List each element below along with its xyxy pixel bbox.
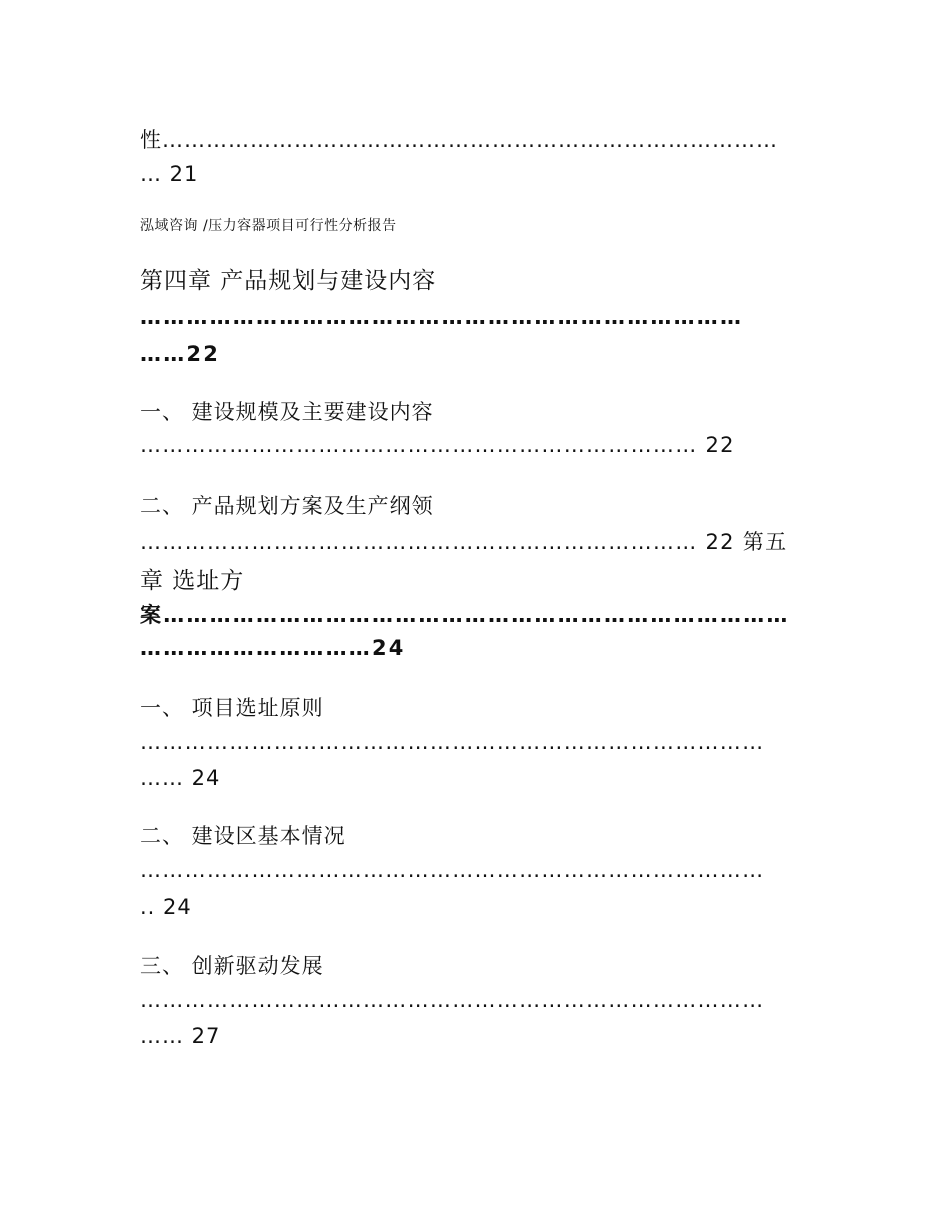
toc-chapter5-title-line1: 章 选址方 — [140, 568, 245, 594]
toc-chapter4-dots: …………………………………………………………………… — [140, 305, 744, 329]
toc-ch4-item2-line: ………………………………………………………………… 22 第五 — [140, 530, 788, 554]
toc-ch5-item2-page: .. 24 — [140, 895, 192, 919]
toc-chapter4-page: ……22 — [140, 342, 221, 366]
toc-ch5-item3-title: 三、 创新驱动发展 — [140, 954, 324, 978]
toc-ch5-item2-dots: ………………………………………………………………………… — [140, 858, 765, 882]
toc-ch5-item1-page: …… 24 — [140, 766, 221, 790]
toc-chapter5-title-line2: 案……………………………………………………………………… — [140, 603, 790, 627]
toc-ch4-item1-title: 一、 建设规模及主要建设内容 — [140, 400, 434, 424]
toc-ch5-item1-dots: ………………………………………………………………………… — [140, 730, 765, 754]
toc-ch5-item1-title: 一、 项目选址原则 — [140, 696, 324, 720]
toc-ch4-item1-line: ………………………………………………………………… 22 — [140, 433, 735, 457]
toc-chapter5-page: …………………………24 — [140, 636, 406, 660]
toc-ch5-item2-title: 二、 建设区基本情况 — [140, 824, 346, 848]
running-header: 泓域咨询 /压力容器项目可行性分析报告 — [140, 218, 397, 234]
toc-prev-entry-page: … 21 — [140, 162, 199, 186]
toc-ch5-item3-dots: ………………………………………………………………………… — [140, 988, 765, 1012]
toc-ch4-item2-title: 二、 产品规划方案及生产纲领 — [140, 494, 434, 518]
toc-ch5-item3-page: …… 27 — [140, 1024, 221, 1048]
toc-prev-entry-line1: 性………………………………………………………………………… — [140, 128, 778, 152]
toc-chapter4-title: 第四章 产品规划与建设内容 — [140, 268, 437, 294]
